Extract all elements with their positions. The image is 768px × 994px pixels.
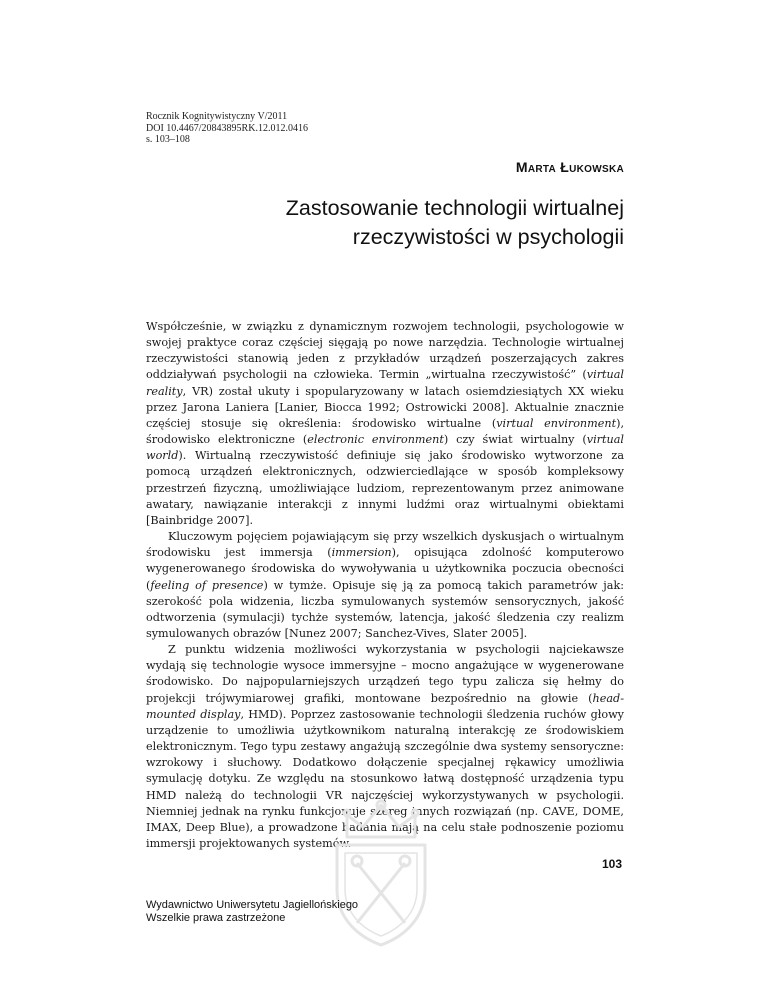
article-title	[184, 194, 624, 252]
journal-header	[146, 111, 308, 146]
paragraph-1	[146, 319, 624, 529]
publisher-name: Wydawnictwo Uniwersytetu Jagiellońskiego	[146, 899, 359, 911]
page-range: s. 103–108	[146, 134, 190, 145]
text-run: Współcześnie, w związku z dynamicznym rozwojem technologii, psychologowie w swojej praktyce coraz częściej sięgają po nowe narzędzia. Technologie wirtualnej rzeczywistości stanowią jeden z przykładów urządzeń poszerzających zakres oddziaływań psychologii na człowieka. Termin „wirtualna rzeczywistość” (	[146, 320, 624, 382]
text-run: Kluczowym pojęciem pojawiającym się przy wszelkich dyskusjach o wirtualnym środowisku jest immersja (	[146, 530, 624, 560]
title-line-1: Zastosowanie technologii wirtualnej	[285, 196, 624, 220]
text-run: ), środowisko elektroniczne (	[146, 416, 624, 447]
text-run: , HMD). Poprzez zastosowanie technologii śledzenia ruchów głowy urządzenie to umożliwia użytkownikom naturalną interakcję ze środowiskiem elektronicznym. Tego typu zestawy angażują szczególnie dwa systemy sensoryczne: wzrokowy i słuchowy. Dodatkowo dołączenie specjalnej rękawicy umożliwia symulację dotyku. Ze względu na stosunkowo łatwą dostępność urządzenia typu HMD należą do technologii VR najczęściej wykorzystywanych w psychologii. Niemniej jednak na rynku funkcjonuje szereg innych rozwiązań (np. CAVE, DOME, IMAX, Deep Blue), a prowadzone badania mają na celu stałe podnoszenie poziomu immersji projektowanych systemów.	[146, 707, 624, 850]
copyright-notice: Wszelkie prawa zastrzeżone	[146, 912, 286, 924]
doi: DOI 10.4467/20843895RK.12.012.0416	[146, 122, 308, 134]
text-run: , VR) został ukuty i spopularyzowany w latach osiemdziesiątych XX wieku przez Jarona Laniera [Lanier, Biocca 1992; Ostrowicki 2008]. Aktualnie znacznie częściej stosuje się określenia: środowisko wirtualne (	[146, 384, 624, 430]
title-line-2: rzeczywistości w psychologii	[352, 225, 624, 249]
text-run: ). Wirtualną rzeczywistość definiuje się jako środowisko wytworzone za pomocą urządzeń elektronicznych, odzwierciedlające w sposób kompleksowy przestrzeń fizyczną, umożliwiające ludziom, reprezentowanym przez animowane awatary, nawiązanie interakcji z innymi ludźmi oraz wirtualnymi obiektami [Bainbridge 2007].	[146, 449, 624, 527]
text-run: Z punktu widzenia możliwości wykorzystania w psychologii najciekawsze wydają się technologie wysoce immersyjne – mocno angażujące w wygenerowane środowisko. Do najpopularniejszych urządzeń tego typu zalicza się hełmy do projekcji trójwymiarowej grafiki, montowane bezpośrednio na głowie (	[146, 643, 624, 705]
publisher-footer	[146, 899, 358, 925]
italic-term: virtual reality	[146, 368, 624, 398]
italic-term: electronic environment	[307, 433, 444, 447]
text-run: ) w tymże. Opisuje się ją za pomocą takich parametrów jak: szerokość pola widzenia, liczba symulowanych systemów sensorycznych, jakość odtworzenia (symulacji) tychże systemów, latencja, jakość śledzenia czy realizm symulowanych obrazów [Nunez 2007; Sanchez-Vives, Slater 2005].	[146, 578, 624, 640]
italic-term: head-mounted display	[146, 691, 624, 721]
italic-term: feeling of presence	[150, 578, 264, 592]
page-number: 103	[601, 857, 622, 871]
journal-name: Rocznik Kognitywistyczny V/2011	[146, 111, 288, 122]
text-run: ), opisująca zdolność komputerowo wygenerowanego środowiska do wywoływania u użytkownika poczucia obecności (	[146, 546, 625, 592]
university-seal-icon	[325, 797, 437, 949]
italic-term: immersion	[331, 546, 392, 560]
author-name: Marta Łukowska	[515, 159, 624, 175]
text-run: ) czy świat wirtualny (	[443, 433, 587, 447]
italic-term: virtual world	[146, 433, 624, 463]
italic-term: virtual environment	[496, 416, 617, 430]
article-body	[146, 319, 624, 852]
paragraph-2	[146, 529, 624, 642]
